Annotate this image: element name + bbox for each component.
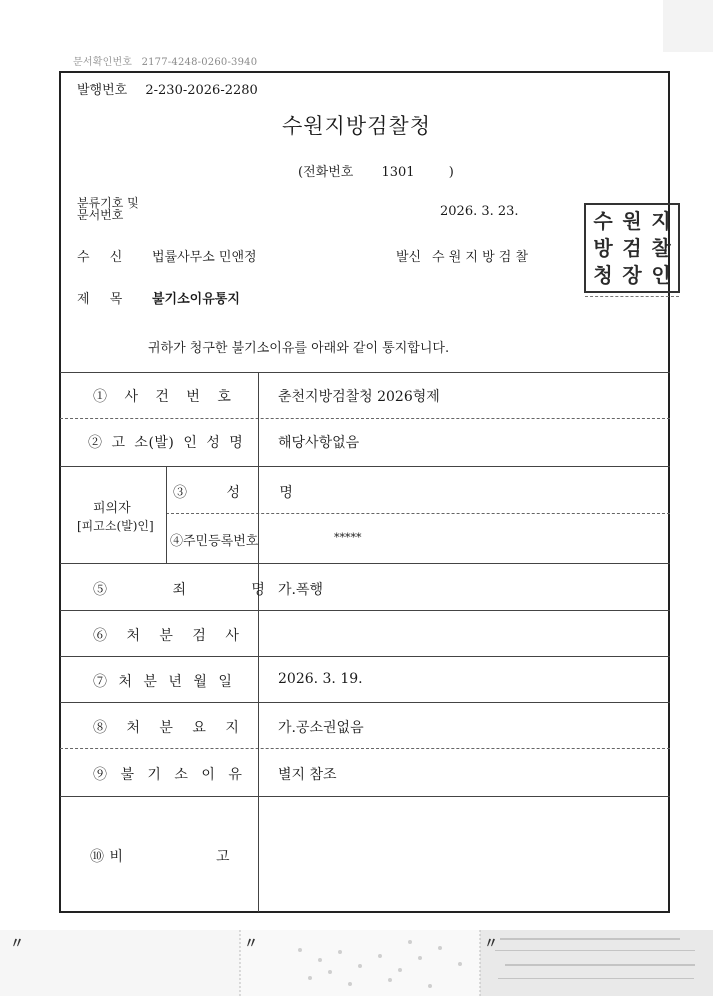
svg-text:〃: 〃 xyxy=(244,936,258,952)
seal-char: 찰 xyxy=(651,236,671,260)
classification-label-line2: 문서번호 xyxy=(77,208,124,222)
table-rule xyxy=(60,610,670,611)
table-rule xyxy=(60,372,670,373)
scan-corner-noise xyxy=(663,0,713,52)
reason-value: 별지 참조 xyxy=(278,767,337,783)
disposition-summary-value: 가.공소권없음 xyxy=(278,720,364,736)
table-rule xyxy=(60,656,670,657)
seal-char: 원 xyxy=(622,209,642,233)
classification-label-line1: 분류기호 및 xyxy=(77,196,139,210)
table-rule xyxy=(60,748,670,749)
issue-number-label: 발행번호 xyxy=(77,83,128,98)
doc-check-number-label: 문서확인번호 xyxy=(73,57,133,68)
document-frame xyxy=(59,71,670,913)
document-date: 2026. 3. 23. xyxy=(440,204,519,219)
case-number-value: 춘천지방검찰청 2026형제 xyxy=(278,389,440,405)
seal-char: 검 xyxy=(622,236,642,260)
prosecutor-label: ⑥ 처 분 검 사 xyxy=(93,628,240,644)
table-rule xyxy=(60,563,670,564)
subject: 불기소이유통지 xyxy=(152,292,240,307)
issue-number-value: 2-230-2026-2280 xyxy=(145,83,258,98)
phone-line xyxy=(298,161,454,180)
phone-label: (전화번호 xyxy=(298,165,354,180)
charge-value: 가.폭행 xyxy=(278,582,324,598)
sender-label: 발신 xyxy=(396,250,422,265)
table-rule xyxy=(166,513,670,514)
sender: 수 원 지 방 검 찰 xyxy=(432,250,529,265)
recipient-label: 수 신 xyxy=(77,250,123,265)
charge-label: ⑤ 죄 명 xyxy=(93,582,266,598)
complainant-value: 해당사항없음 xyxy=(278,435,360,451)
official-seal xyxy=(584,203,680,293)
svg-text:〃: 〃 xyxy=(10,936,24,952)
phone-number: 1301 xyxy=(381,165,415,180)
svg-text:〃: 〃 xyxy=(484,936,498,952)
disposition-summary-label: ⑧ 처 분 요 지 xyxy=(93,720,240,736)
case-number-label: ① 사 건 번 호 xyxy=(93,389,232,405)
scan-noise-graphic xyxy=(0,930,713,996)
remarks-label-right: 고 xyxy=(216,849,231,865)
seal-underline xyxy=(585,296,679,297)
seal-char: 수 xyxy=(593,209,613,233)
seal-char: 지 xyxy=(651,209,671,233)
recipient: 법률사무소 민앤정 xyxy=(152,250,257,265)
doc-check-number xyxy=(73,53,257,68)
table-rule xyxy=(60,418,670,419)
table-column-rule xyxy=(258,372,259,912)
scan-artifact-strip xyxy=(0,930,713,996)
reason-label: ⑨ 불 기 소 이 유 xyxy=(93,767,243,783)
suspect-group-label-line1: 피의자 xyxy=(93,501,131,516)
suspect-group-label-line2: [피고소(발)인] xyxy=(77,519,154,533)
agency-title: 수원지방검찰청 xyxy=(281,114,431,138)
seal-char: 장 xyxy=(622,263,642,287)
complainant-label: ② 고 소(발) 인 성 명 xyxy=(88,435,244,451)
intro-text: 귀하가 청구한 불기소이유를 아래와 같이 통지합니다. xyxy=(148,341,450,356)
table-column-rule xyxy=(166,466,167,563)
disposition-date-value: 2026. 3. 19. xyxy=(278,671,363,687)
table-rule xyxy=(60,466,670,467)
phone-close: ) xyxy=(448,165,454,180)
resident-number-value: ***** xyxy=(334,531,362,544)
subject-label: 제 목 xyxy=(77,292,123,307)
seal-char: 인 xyxy=(651,263,671,287)
disposition-date-label: ⑦ 처 분 년 월 일 xyxy=(93,674,233,690)
issue-number xyxy=(77,79,258,98)
classification-label xyxy=(77,197,139,221)
seal-char: 방 xyxy=(593,236,613,260)
name-label: ③ 성 명 xyxy=(173,485,294,501)
resident-number-label: ④주민등록번호 xyxy=(170,534,259,549)
remarks-label-left: ⑩ 비 xyxy=(90,849,124,865)
seal-char: 청 xyxy=(593,263,613,287)
doc-check-number-value: 2177-4248-0260-3940 xyxy=(141,57,258,68)
table-rule xyxy=(60,796,670,797)
table-rule xyxy=(60,702,670,703)
